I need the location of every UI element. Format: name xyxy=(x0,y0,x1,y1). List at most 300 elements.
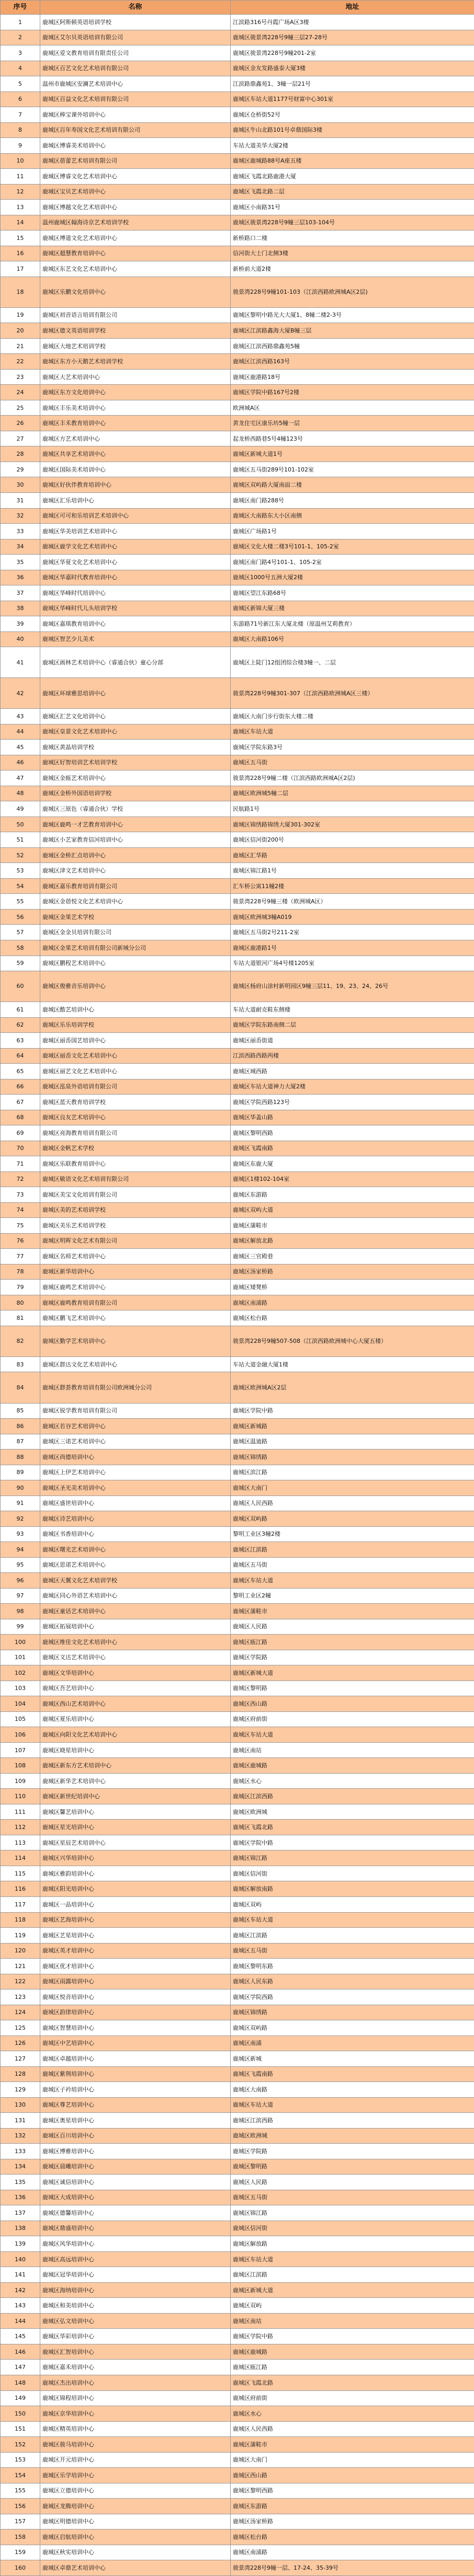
cell-address: 鹿城区人民路 xyxy=(231,1619,474,1635)
cell-no: 112 xyxy=(1,1820,40,1835)
cell-name: 鹿城区华彩培训中心 xyxy=(40,2329,231,2344)
cell-name: 鹿城区鹿鸣教育培训有限公司 xyxy=(40,1295,231,1310)
cell-name: 鹿城区良友艺术培训中心 xyxy=(40,1110,231,1125)
cell-name: 温州鹿城区翰海诗京艺术培训学校 xyxy=(40,215,231,231)
cell-address: 鹿城区鹿城路 xyxy=(231,2344,474,2360)
cell-name: 鹿城区华夏文化艺术培训中心 xyxy=(40,555,231,570)
cell-address: 鹿城区南门路4号101-1、105-2室 xyxy=(231,555,474,570)
cell-name: 鹿城区华峰时代儿头培训学校 xyxy=(40,601,231,616)
cell-address: 鹿城区蒲鞋市 xyxy=(231,1218,474,1234)
cell-address: 鹿城区江滨路鑫海大厦B幢三层 xyxy=(231,323,474,339)
table-row xyxy=(1,1526,474,1542)
table-row xyxy=(1,2267,474,2283)
cell-address: 鹿城区锦绣路 xyxy=(231,2005,474,2020)
cell-address: 鹿城区东游路 xyxy=(231,2499,474,2514)
cell-name: 鹿城区紫荆培训中心 xyxy=(40,2066,231,2082)
cell-address: 鹿城区府前街 xyxy=(231,1711,474,1727)
cell-no: 54 xyxy=(1,878,40,894)
cell-address: 鹿城区学院中路 xyxy=(231,2329,474,2344)
cell-no: 119 xyxy=(1,1928,40,1944)
cell-address: 鹿城区黎明东路 xyxy=(231,1959,474,1974)
cell-name: 鹿城区艺星培训中心 xyxy=(40,1928,231,1944)
cell-name: 鹿城区乐鹏文化培训中心 xyxy=(40,277,231,307)
cell-no: 123 xyxy=(1,1990,40,2005)
cell-name: 鹿城区金桥外国语培训学校 xyxy=(40,786,231,801)
table-row xyxy=(1,2421,474,2437)
cell-name: 鹿城区蓓蕾艺术培训有限公司 xyxy=(40,153,231,169)
cell-address: 鹿城区飞霞北路鹿港大厦 xyxy=(231,169,474,185)
cell-no: 157 xyxy=(1,2514,40,2529)
cell-name: 鹿城区德馨培训中心 xyxy=(40,2205,231,2221)
cell-name: 鹿城区鼎盛培训中心 xyxy=(40,2221,231,2236)
cell-address: 鹿城区南浦路 xyxy=(231,1295,474,1310)
cell-no: 125 xyxy=(1,2020,40,2036)
cell-name: 鹿城区星光培训中心 xyxy=(40,1820,231,1835)
cell-no: 87 xyxy=(1,1434,40,1450)
cell-address: 鹿城区解放北路 xyxy=(231,1233,474,1249)
table-row xyxy=(1,1419,474,1434)
cell-no: 55 xyxy=(1,894,40,910)
cell-no: 32 xyxy=(1,508,40,524)
cell-address: 鹿城区车站大道 xyxy=(231,2251,474,2267)
cell-address: 鹿城区人民西路 xyxy=(231,2421,474,2437)
header-no: 序号 xyxy=(1,1,40,15)
cell-no: 155 xyxy=(1,2483,40,2499)
cell-no: 71 xyxy=(1,1156,40,1172)
cell-name: 鹿城区乐乐培训学校 xyxy=(40,1017,231,1033)
cell-no: 22 xyxy=(1,354,40,370)
table-row xyxy=(1,493,474,509)
cell-address: 骏景湾228号9幢二楼（江滨西路欧洲城A区2层) xyxy=(231,770,474,786)
cell-address: 鹿城区金友发路盛泰大厦3楼 xyxy=(231,61,474,76)
table-row xyxy=(1,585,474,601)
cell-address: 鹿城区飞霞北路 xyxy=(231,1820,474,1835)
table-row xyxy=(1,631,474,647)
cell-name: 鹿城区美乐艺术培训学校 xyxy=(40,1218,231,1234)
cell-no: 66 xyxy=(1,1079,40,1095)
cell-address: 鹿城区水心 xyxy=(231,1773,474,1789)
cell-address: 鹿城区车站大道 xyxy=(231,2097,474,2113)
cell-no: 64 xyxy=(1,1048,40,1064)
table-row xyxy=(1,508,474,524)
cell-address: 鹿城区大南路106号 xyxy=(231,631,474,647)
cell-name: 鹿城区汇乐培训中心 xyxy=(40,493,231,509)
cell-name: 鹿城区百益文化艺术培训有限公司 xyxy=(40,91,231,107)
cell-name: 鹿城区群荟教育培训有限公司欧洲城分公司 xyxy=(40,1372,231,1403)
cell-name: 鹿城区新东方艺术培训中心 xyxy=(40,1758,231,1774)
cell-no: 27 xyxy=(1,431,40,446)
cell-no: 30 xyxy=(1,477,40,493)
table-row xyxy=(1,878,474,894)
table-row xyxy=(1,2144,474,2159)
cell-name: 鹿城区卓鼎艺术培训中心 xyxy=(40,2560,231,2576)
cell-name: 鹿城区美的艺术培训学校 xyxy=(40,1202,231,1218)
cell-address: 鹿城区锦江路 xyxy=(231,1850,474,1866)
cell-no: 69 xyxy=(1,1125,40,1141)
cell-address: 车站大道美华大厦2楼 xyxy=(231,138,474,154)
cell-no: 114 xyxy=(1,1850,40,1866)
cell-name: 鹿城区皇景文化艺术培训中心 xyxy=(40,724,231,740)
cell-name: 鹿城区棒宝课外培训中心 xyxy=(40,107,231,123)
cell-address: 鹿城区黎明西路 xyxy=(231,2483,474,2499)
cell-no: 101 xyxy=(1,1650,40,1665)
cell-address: 鹿城区汤家桥路 xyxy=(231,2514,474,2529)
cell-name: 鹿城区馨艺培训中心 xyxy=(40,1804,231,1820)
table-row xyxy=(1,2452,474,2468)
table-row xyxy=(1,2390,474,2406)
cell-no: 81 xyxy=(1,1310,40,1326)
cell-no: 45 xyxy=(1,740,40,755)
cell-name: 鹿城区蓝天教育培训学校 xyxy=(40,1095,231,1110)
table-row xyxy=(1,45,474,61)
table-row xyxy=(1,956,474,971)
table-row xyxy=(1,2375,474,2390)
cell-no: 109 xyxy=(1,1773,40,1789)
cell-name: 鹿城区超慧教育培训中心 xyxy=(40,246,231,261)
table-row xyxy=(1,1635,474,1650)
cell-address: 鹿城区瓯江路 xyxy=(231,2360,474,2375)
cell-address: 鹿城区新锦大厦三楼 xyxy=(231,601,474,616)
table-row xyxy=(1,2036,474,2051)
table-row xyxy=(1,1249,474,1264)
cell-name: 鹿城区雨露培训中心 xyxy=(40,1974,231,1990)
table-row xyxy=(1,1496,474,1511)
cell-name: 鹿城区百川培训中心 xyxy=(40,2128,231,2144)
cell-address: 鹿城区新城大道 xyxy=(231,1665,474,1681)
cell-name: 鹿城区新世纪培训中心 xyxy=(40,1789,231,1804)
cell-address: 鹿城区江滨路 xyxy=(231,2267,474,2283)
cell-no: 78 xyxy=(1,1264,40,1280)
table-row xyxy=(1,894,474,910)
cell-no: 127 xyxy=(1,2051,40,2067)
cell-no: 131 xyxy=(1,2113,40,2129)
cell-address: 鹿城区小南路31号 xyxy=(231,200,474,215)
cell-address: 鹿城区华盖山路 xyxy=(231,1110,474,1125)
cell-no: 122 xyxy=(1,1974,40,1990)
table-row xyxy=(1,385,474,400)
cell-no: 11 xyxy=(1,169,40,185)
cell-no: 133 xyxy=(1,2144,40,2159)
cell-no: 153 xyxy=(1,2452,40,2468)
cell-name: 鹿城区汇智培训中心 xyxy=(40,2344,231,2360)
table-row xyxy=(1,2097,474,2113)
cell-address: 车站大道金融大厦1楼 xyxy=(231,1356,474,1372)
cell-no: 89 xyxy=(1,1465,40,1480)
table-row xyxy=(1,2560,474,2576)
cell-no: 95 xyxy=(1,1557,40,1573)
cell-address: 鹿城区松台路 xyxy=(231,2529,474,2545)
cell-name: 鹿城区东艺文化艺术培训中心 xyxy=(40,261,231,277)
table-row xyxy=(1,307,474,323)
cell-name: 鹿城区美宝文化培训有限公司 xyxy=(40,1187,231,1203)
cell-address: 鹿城区松台路 xyxy=(231,1310,474,1326)
table-row xyxy=(1,1850,474,1866)
cell-address: 江滨路316号丹霞广场A区3楼 xyxy=(231,15,474,30)
cell-no: 56 xyxy=(1,909,40,925)
table-row xyxy=(1,1233,474,1249)
cell-no: 50 xyxy=(1,816,40,832)
cell-name: 鹿城区冠华培训中心 xyxy=(40,2267,231,2283)
table-row xyxy=(1,786,474,801)
cell-address: 鹿城区学院路 xyxy=(231,1650,474,1665)
cell-name: 鹿城区丽岙国艺培训中心 xyxy=(40,1033,231,1049)
table-row xyxy=(1,431,474,446)
cell-no: 106 xyxy=(1,1727,40,1743)
cell-address: 鹿城区人民西路 xyxy=(231,1496,474,1511)
cell-address: 鹿城区双屿路大厦南面二楼 xyxy=(231,477,474,493)
cell-no: 116 xyxy=(1,1881,40,1897)
cell-address: 汇车桥公寓11幢2楼 xyxy=(231,878,474,894)
cell-name: 鹿城区名师艺术培训中心 xyxy=(40,1249,231,1264)
cell-no: 57 xyxy=(1,925,40,940)
table-row xyxy=(1,616,474,632)
cell-name: 鹿城区阿斯顿英语培训学校 xyxy=(40,15,231,30)
cell-no: 4 xyxy=(1,61,40,76)
cell-address: 江滨路鼎鑫苑1、3幢一层21号 xyxy=(231,76,474,92)
header-name: 名称 xyxy=(40,1,231,15)
table-row xyxy=(1,1434,474,1450)
cell-no: 136 xyxy=(1,2190,40,2205)
cell-no: 38 xyxy=(1,601,40,616)
cell-address: 鹿城区杨府山涂村新明园区9幢三层11、19、23、24、26号 xyxy=(231,971,474,1002)
cell-name: 鹿城区金果艺术学校 xyxy=(40,909,231,925)
cell-address: 鹿城区骏景湾228号9幢201-2室 xyxy=(231,45,474,61)
cell-address: 鹿城区人民路 xyxy=(231,2175,474,2190)
cell-no: 15 xyxy=(1,231,40,246)
table-row xyxy=(1,2066,474,2082)
cell-address: 鹿城区南门路288号 xyxy=(231,493,474,509)
cell-name: 鹿城区鹿学文化艺术培训中心 xyxy=(40,539,231,555)
cell-no: 9 xyxy=(1,138,40,154)
cell-address: 鹿城区新城 xyxy=(231,2051,474,2067)
cell-address: 起龙桥西路巷5号4幢123号 xyxy=(231,431,474,446)
table-row xyxy=(1,755,474,770)
cell-name: 鹿城区阳光培训中心 xyxy=(40,1881,231,1897)
cell-name: 鹿城区嘉琪教育培训中心 xyxy=(40,616,231,632)
cell-address: 鹿城区锦绣路 xyxy=(231,1450,474,1465)
cell-address: 欧洲城A区 xyxy=(231,400,474,416)
cell-no: 104 xyxy=(1,1696,40,1712)
cell-no: 150 xyxy=(1,2406,40,2422)
cell-address: 鹿城区锦绣路锦绣大厦301-302室 xyxy=(231,816,474,832)
cell-name: 鹿城区爱文教育培训有限责任公司 xyxy=(40,45,231,61)
cell-no: 86 xyxy=(1,1419,40,1434)
cell-name: 鹿城区博睿美术培训中心 xyxy=(40,138,231,154)
cell-address: 鹿城区五马街 xyxy=(231,2190,474,2205)
cell-name: 鹿城区丽岙文化艺术培训中心 xyxy=(40,1048,231,1064)
cell-name: 鹿城区黄晶培训学校 xyxy=(40,740,231,755)
table-row xyxy=(1,446,474,462)
cell-address: 骏景湾228号9幢301-307（江滨西路欧洲城A区三楼） xyxy=(231,678,474,709)
cell-address: 鹿城区欧洲城A区2层 xyxy=(231,1372,474,1403)
cell-no: 19 xyxy=(1,307,40,323)
cell-address: 鹿城区黎明路 xyxy=(231,1681,474,1696)
table-row xyxy=(1,338,474,354)
table-row xyxy=(1,1711,474,1727)
cell-no: 105 xyxy=(1,1711,40,1727)
cell-name: 鹿城区环球雅思培训中心 xyxy=(40,678,231,709)
cell-name: 鹿城区明德培训中心 xyxy=(40,2514,231,2529)
cell-no: 98 xyxy=(1,1604,40,1619)
table-row xyxy=(1,2205,474,2221)
table-row xyxy=(1,1696,474,1712)
table-row xyxy=(1,1820,474,1835)
cell-address: 鹿城区学院路 xyxy=(231,2144,474,2159)
cell-no: 143 xyxy=(1,2298,40,2314)
cell-address: 鹿城区双屿路 xyxy=(231,1511,474,1527)
cell-address: 鹿城区双屿路 xyxy=(231,2020,474,2036)
cell-address: 鹿城区江滨路 xyxy=(231,1928,474,1944)
cell-name: 鹿城区诚信培训中心 xyxy=(40,2175,231,2190)
cell-name: 鹿城区乐学培训中心 xyxy=(40,2468,231,2483)
cell-address: 鹿城区飞霞北路二层 xyxy=(231,184,474,200)
table-row xyxy=(1,1835,474,1850)
cell-address: 鹿城区欧洲城 xyxy=(231,2128,474,2144)
cell-no: 129 xyxy=(1,2082,40,2098)
cell-no: 70 xyxy=(1,1141,40,1156)
table-body xyxy=(1,15,474,2576)
cell-address: 鹿城区欧洲城5幢二层 xyxy=(231,786,474,801)
table-row xyxy=(1,2468,474,2483)
cell-name: 鹿城区卓越培训中心 xyxy=(40,2051,231,2067)
cell-address: 鹿城区信河街 xyxy=(231,1866,474,1881)
cell-address: 鹿城区学院西路123号 xyxy=(231,1095,474,1110)
cell-no: 18 xyxy=(1,277,40,307)
cell-address: 鹿城区江滨西路鼎鑫苑5幢 xyxy=(231,338,474,354)
cell-name: 鹿城区锐学教育培训有限公司 xyxy=(40,1403,231,1419)
cell-address: 鹿城区学院中路 xyxy=(231,1403,474,1419)
table-row xyxy=(1,801,474,817)
table-row xyxy=(1,1650,474,1665)
cell-address: 鹿城区江滨西路163号 xyxy=(231,354,474,370)
table-row xyxy=(1,1048,474,1064)
cell-name: 鹿城区共享艺术培训中心 xyxy=(40,446,231,462)
cell-address: 鹿城区汇华路 xyxy=(231,847,474,863)
cell-address: 鹿城区水心 xyxy=(231,2406,474,2422)
table-row xyxy=(1,1619,474,1635)
cell-address: 鹿城区南站 xyxy=(231,2313,474,2329)
cell-address: 鹿城区鹿港路1号 xyxy=(231,940,474,956)
cell-no: 88 xyxy=(1,1450,40,1465)
cell-name: 鹿城区一品培训中心 xyxy=(40,1897,231,1913)
table-row xyxy=(1,1943,474,1959)
cell-name: 鹿城区敏语文化艺术培训有限公司 xyxy=(40,1171,231,1187)
cell-address: 鹿城区江滨西路 xyxy=(231,1789,474,1804)
table-row xyxy=(1,1665,474,1681)
cell-name: 鹿城区高远培训中心 xyxy=(40,2251,231,2267)
cell-no: 7 xyxy=(1,107,40,123)
cell-name: 鹿城区鹿鸣一才艺教育培训中心 xyxy=(40,816,231,832)
cell-name: 鹿城区悦音培训中心 xyxy=(40,1990,231,2005)
table-row xyxy=(1,832,474,848)
cell-no: 147 xyxy=(1,2360,40,2375)
cell-address: 鹿城区锦江路 xyxy=(231,2205,474,2221)
cell-name: 鹿城区大成培训中心 xyxy=(40,2190,231,2205)
table-row xyxy=(1,1218,474,1234)
table-row xyxy=(1,1773,474,1789)
table-row xyxy=(1,1310,474,1326)
cell-name: 鹿城区鹿鸣艺术培训中心 xyxy=(40,1280,231,1295)
cell-no: 141 xyxy=(1,2267,40,2283)
cell-no: 39 xyxy=(1,616,40,632)
table-row xyxy=(1,122,474,138)
cell-name: 鹿城区画林艺术培训中心（睿通合伙）童心分部 xyxy=(40,647,231,678)
cell-no: 21 xyxy=(1,338,40,354)
table-row xyxy=(1,91,474,107)
cell-no: 14 xyxy=(1,215,40,231)
cell-no: 148 xyxy=(1,2375,40,2390)
cell-no: 51 xyxy=(1,832,40,848)
cell-no: 140 xyxy=(1,2251,40,2267)
table-row xyxy=(1,323,474,339)
table-row xyxy=(1,740,474,755)
cell-no: 72 xyxy=(1,1171,40,1187)
cell-name: 鹿城区大艺术培训中心 xyxy=(40,369,231,385)
cell-no: 93 xyxy=(1,1526,40,1542)
cell-address: 鹿城区五马街2号211-2室 xyxy=(231,925,474,940)
cell-address: 鹿城区车站大道神力大厦2楼 xyxy=(231,1079,474,1095)
table-row xyxy=(1,1881,474,1897)
cell-name: 鹿城区德文英语培训学校 xyxy=(40,323,231,339)
cell-name: 鹿城区夏乐培训中心 xyxy=(40,1711,231,1727)
cell-name: 鹿城区博道文化艺术培训中心 xyxy=(40,231,231,246)
cell-no: 62 xyxy=(1,1017,40,1033)
cell-name: 鹿城区文华培训中心 xyxy=(40,1665,231,1681)
cell-address: 鹿城区五马街 xyxy=(231,1557,474,1573)
cell-address: 鹿城区鹿城路 xyxy=(231,1758,474,1774)
cell-no: 43 xyxy=(1,709,40,724)
cell-address: 鹿城区南浦 xyxy=(231,2036,474,2051)
cell-name: 鹿城区国际美术培训中心 xyxy=(40,462,231,477)
cell-address: 车站大道耐克鞋东侧楼 xyxy=(231,1002,474,1018)
cell-address: 车站大道银河广场4号楼1205室 xyxy=(231,956,474,971)
table-row xyxy=(1,724,474,740)
cell-address: 信河街大士门北侧3楼 xyxy=(231,246,474,261)
cell-no: 77 xyxy=(1,1249,40,1264)
cell-no: 33 xyxy=(1,524,40,539)
cell-no: 120 xyxy=(1,1943,40,1959)
cell-name: 鹿城区津文艺术培训中心 xyxy=(40,863,231,879)
cell-no: 160 xyxy=(1,2560,40,2576)
cell-address: 鹿城区牛山北路101号卓鼎国际3楼 xyxy=(231,122,474,138)
cell-name: 鹿城区锦程培训中心 xyxy=(40,2390,231,2406)
cell-no: 75 xyxy=(1,1218,40,1234)
cell-address: 鹿城区府前街 xyxy=(231,2390,474,2406)
table-row xyxy=(1,231,474,246)
cell-address: 民航路1号 xyxy=(231,801,474,817)
cell-address: 鹿城区文化大楼二楼3号101-1、105-2室 xyxy=(231,539,474,555)
cell-no: 124 xyxy=(1,2005,40,2020)
table-row xyxy=(1,2437,474,2453)
cell-no: 67 xyxy=(1,1095,40,1110)
table-row xyxy=(1,2221,474,2236)
table-row xyxy=(1,1866,474,1881)
cell-name: 鹿城区同心外语艺术培训中心 xyxy=(40,1588,231,1604)
cell-no: 29 xyxy=(1,462,40,477)
cell-no: 48 xyxy=(1,786,40,801)
cell-address: 鹿城区蒲鞋市 xyxy=(231,2437,474,2453)
cell-name: 鹿城区艾尔贝英语培训有限公司 xyxy=(40,30,231,45)
cell-address: 鹿城区飞霞南路 xyxy=(231,2066,474,2082)
cell-no: 126 xyxy=(1,2036,40,2051)
cell-no: 26 xyxy=(1,416,40,431)
cell-no: 25 xyxy=(1,400,40,416)
cell-name: 鹿城区杰出培训中心 xyxy=(40,2375,231,2390)
cell-no: 37 xyxy=(1,585,40,601)
cell-no: 128 xyxy=(1,2066,40,2082)
cell-address: 鹿城区欧洲城 xyxy=(231,1804,474,1820)
cell-no: 84 xyxy=(1,1372,40,1403)
